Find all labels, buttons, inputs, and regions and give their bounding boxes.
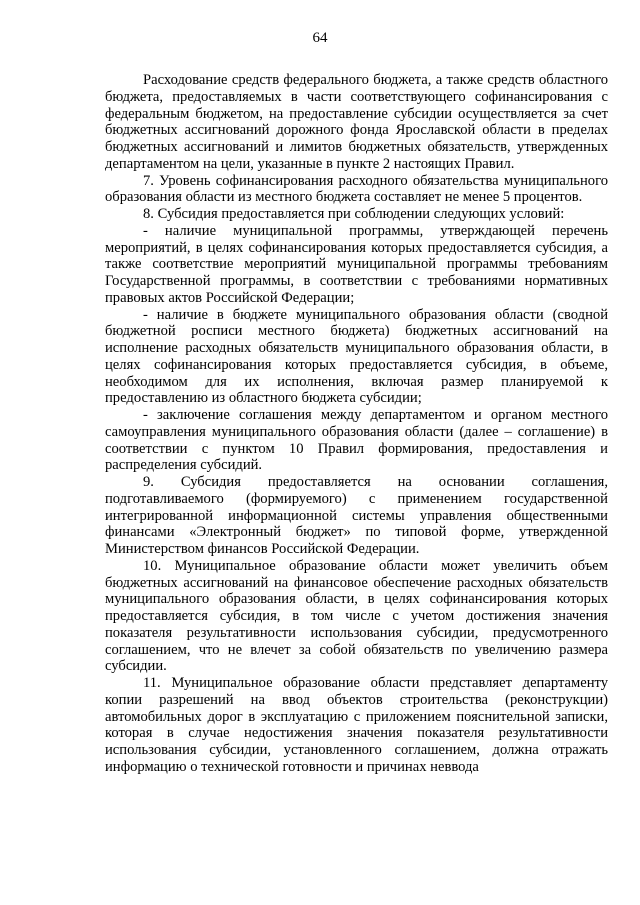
- page-number: 64: [312, 30, 328, 46]
- paragraph-10-increase-allocations: 10. Муниципальное образование области может увеличить объем бюджетных ассигнований на финансовое обеспечение расходных обязательств муниципального образования области, в целях софинансирования которых предоставляется субсидия, в том числе с учетом достижения значения показателя результативности использования субсидии, предусмотренного соглашением, что не влечет за собой обязательств по увеличению размера субсидии.: [105, 557, 608, 675]
- paragraph-11-permits: 11. Муниципальное образование области представляет департаменту копии разрешений на ввод объектов строительства (реконструкции) автомобильных дорог в эксплуатацию с приложением пояснительной записки, которая в случае недостижения значения показателя результативности использования субсидии, установленного соглашением, должна отражать информацию о технической готовности и причинах неввода: [105, 675, 608, 775]
- document-body: [105, 72, 608, 776]
- paragraph-9-agreement-basis: 9. Субсидия предоставляется на основании соглашения, подготавливаемого (формируемого) с применением государственной интегрированной информационной системы управления общественными финансами «Электронный бюджет» по типовой форме, утвержденной Министерством финансов Российской Федерации.: [105, 474, 608, 557]
- paragraph-funding-source: Расходование средств федерального бюджета, а также средств областного бюджета, предоставляемых в части соответствующего софинансирования с федеральным бюджетом, на предоставление субсидии осуществляется за счет бюджетных ассигнований дорожного фонда Ярославской области в пределах бюджетных ассигнований и лимитов бюджетных обязательств, утвержденных департаментом на цели, указанные в пункте 2 настоящих Правил.: [105, 72, 608, 172]
- list-item-agreement: - заключение соглашения между департаментом и органом местного самоуправления муниципального образования области (далее – соглашение) в соответствии с пунктом 10 Правил формирования, предоставления и распределения субсидий.: [105, 407, 608, 474]
- list-item-budget-allocations: - наличие в бюджете муниципального образования области (сводной бюджетной росписи местного бюджета) бюджетных ассигнований на исполнение расходных обязательств муниципального образования области, в целях софинансирования которых предоставляется субсидия, в объеме, необходимом для их исполнения, включая размер планируемой к предоставлению из областного бюджета субсидии;: [105, 306, 608, 407]
- list-item-municipal-program: - наличие муниципальной программы, утверждающей перечень мероприятий, в целях софинансирования которых предоставляется субсидия, а также соответствие мероприятий муниципальной программы требованиям Государственной программы, в соответствии с требованиями нормативных правовых актов Российской Федерации;: [105, 222, 608, 306]
- paragraph-8-conditions: 8. Субсидия предоставляется при соблюдении следующих условий:: [143, 206, 565, 222]
- paragraph-7-cofinancing-level: 7. Уровень софинансирования расходного обязательства муниципального образования области из местного бюджета составляет не менее 5 процентов.: [105, 172, 608, 206]
